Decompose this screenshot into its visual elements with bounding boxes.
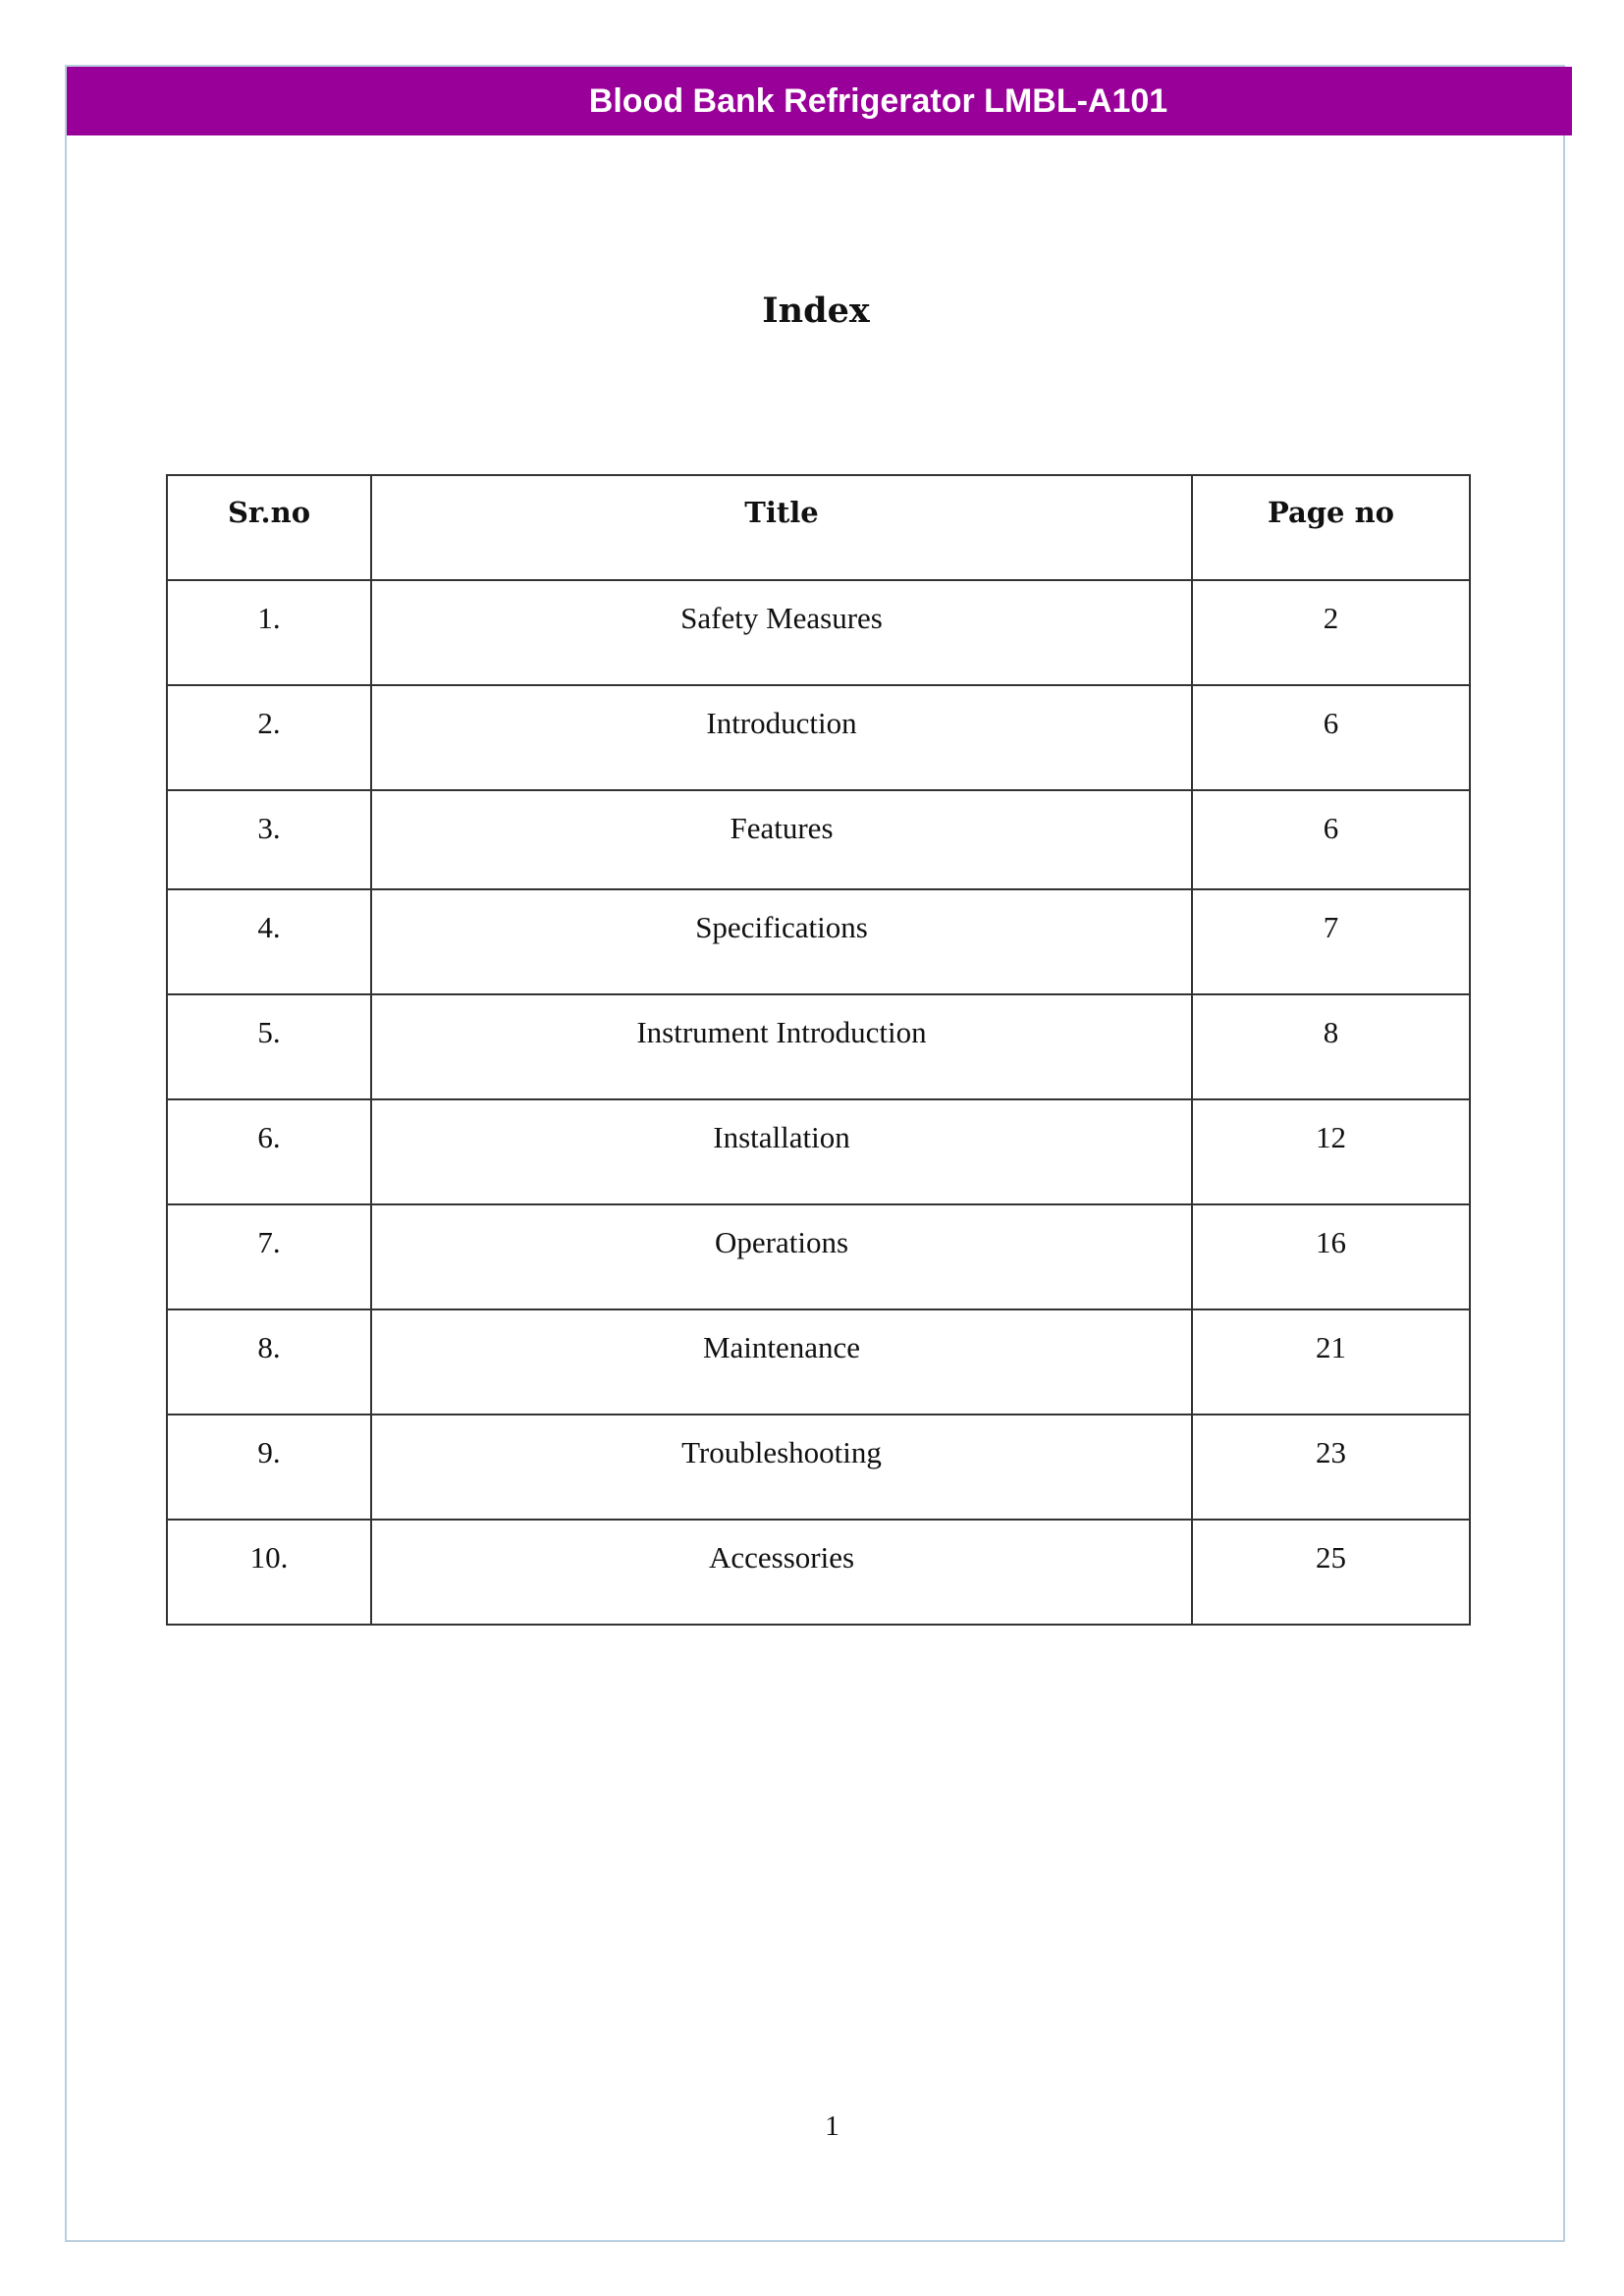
row-title: Introduction (371, 685, 1192, 790)
row-page-no: 21 (1192, 1309, 1470, 1415)
row-sr-no: 8. (167, 1309, 371, 1415)
row-sr-no: 5. (167, 994, 371, 1099)
row-sr-no: 2. (167, 685, 371, 790)
row-page-no: 8 (1192, 994, 1470, 1099)
table-row (167, 1204, 1470, 1309)
row-sr-no: 4. (167, 889, 371, 994)
row-sr-no: 10. (167, 1520, 371, 1625)
row-title: Operations (371, 1204, 1192, 1309)
row-page-no: 25 (1192, 1520, 1470, 1625)
table-row (167, 994, 1470, 1099)
row-page-no: 23 (1192, 1415, 1470, 1520)
row-title: Instrument Introduction (371, 994, 1192, 1099)
row-title: Specifications (371, 889, 1192, 994)
row-title: Troubleshooting (371, 1415, 1192, 1520)
column-header-sr-no: Sr.no (167, 475, 371, 580)
row-page-no: 6 (1192, 790, 1470, 889)
table-row (167, 1099, 1470, 1204)
table-row (167, 1520, 1470, 1625)
table-row (167, 790, 1470, 889)
row-title: Features (371, 790, 1192, 889)
row-page-no: 7 (1192, 889, 1470, 994)
row-page-no: 2 (1192, 580, 1470, 685)
column-header-title: Title (371, 475, 1192, 580)
row-sr-no: 9. (167, 1415, 371, 1520)
table-header-row (167, 475, 1470, 580)
row-sr-no: 6. (167, 1099, 371, 1204)
table-row (167, 889, 1470, 994)
row-page-no: 16 (1192, 1204, 1470, 1309)
table-row (167, 1309, 1470, 1415)
index-table (166, 474, 1471, 1626)
table-row (167, 1415, 1470, 1520)
row-page-no: 6 (1192, 685, 1470, 790)
table-row (167, 580, 1470, 685)
page-title: Index (762, 291, 870, 331)
page-number: 1 (825, 2110, 839, 2142)
row-title: Maintenance (371, 1309, 1192, 1415)
document-header (67, 67, 1572, 135)
column-header-page-no: Page no (1192, 475, 1470, 580)
row-page-no: 12 (1192, 1099, 1470, 1204)
row-sr-no: 3. (167, 790, 371, 889)
row-title: Accessories (371, 1520, 1192, 1625)
row-sr-no: 1. (167, 580, 371, 685)
table-row (167, 685, 1470, 790)
row-sr-no: 7. (167, 1204, 371, 1309)
row-title: Safety Measures (371, 580, 1192, 685)
document-header-title: Blood Bank Refrigerator LMBL-A101 (588, 82, 1168, 120)
row-title: Installation (371, 1099, 1192, 1204)
